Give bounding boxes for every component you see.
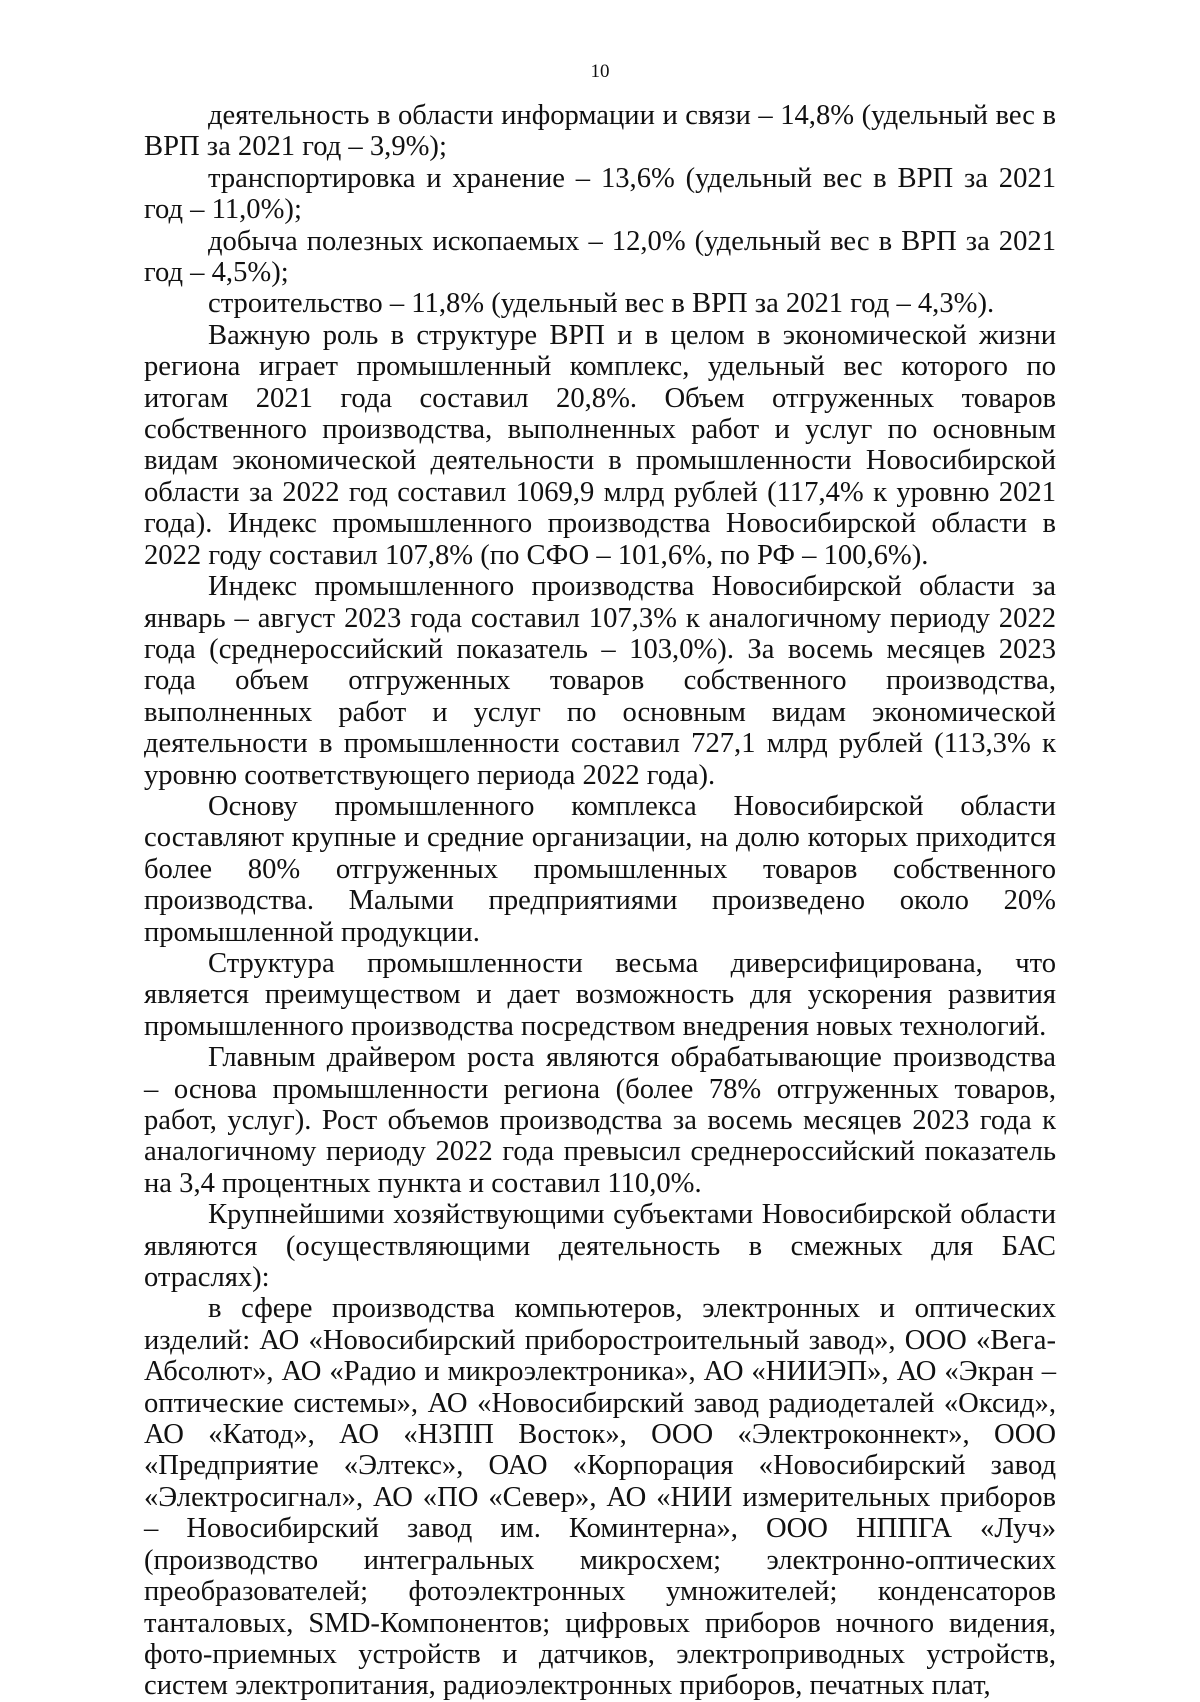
document-body: [144, 100, 1056, 1702]
paragraph-transport-storage: транспортировка и хранение – 13,6% (удельный вес в ВРП за 2021 год – 11,0%);: [144, 162, 1056, 226]
paragraph-industry-structure: Структура промышленности весьма диверсифицирована, что является преимуществом и дает возможность для ускорения развития промышленного производства посредством внедрения новых технологий.: [144, 947, 1056, 1042]
paragraph-industrial-index-2023: Индекс промышленного производства Новосибирской области за январь – август 2023 года составил 107,3% к аналогичному периоду 2022 года (среднероссийский показатель – 103,0%). За восемь месяцев 2023 года объем отгруженных товаров собственного производства, выполненных работ и услуг по основным видам экономической деятельности в промышленности составил 727,1 млрд рублей (113,3% к уровню соответствующего периода 2022 года).: [144, 571, 1056, 791]
page-number: 10: [590, 61, 610, 82]
paragraph-construction: строительство – 11,8% (удельный вес в ВРП за 2021 год – 4,3%).: [208, 288, 995, 320]
paragraph-electronics-sector: в сфере производства компьютеров, электронных и оптических изделий: АО «Новосибирский приборостроительный завод», ООО «Вега-Абсолют», АО «Радио и микроэлектроника», АО «НИИЭП», АО «Экран – оптические системы», АО «Новосибирский завод радиодеталей «Оксид», АО «Катод», АО «НЗПП Восток», ООО «Электроконнект», ООО «Предприятие «Элтекс», ОАО «Корпорация «Новосибирский завод «Электросигнал», АО «ПО «Север», АО «НИИ измерительных приборов – Новосибирский завод им. Коминтерна», ООО НППГА «Луч» (производство интегральных микросхем; электронно-оптических преобразователей; фотоэлектронных умножителей; конденсаторов танталовых, SMD-Компонентов; цифровых приборов ночного видения, фото-приемных устройств и датчиков, электроприводных устройств, систем электропитания, радиоэлектронных приборов, печатных плат,: [144, 1293, 1056, 1702]
paragraph-large-medium-organizations: Основу промышленного комплекса Новосибирской области составляют крупные и средние организации, на долю которых приходится более 80% отгруженных промышленных товаров собственного производства. Малыми предприятиями произведено около 20% промышленной продукции.: [144, 790, 1056, 948]
paragraph-industrial-complex: Важную роль в структуре ВРП и в целом в экономической жизни региона играет промышленный комплекс, удельный вес которого по итогам 2021 года составил 20,8%. Объем отгруженных товаров собственного производства, выполненных работ и услуг по основным видам экономической деятельности в промышленности Новосибирской области за 2022 год составил 1069,9 млрд рублей (117,4% к уровню 2021 года). Индекс промышленного производства Новосибирской области в 2022 году составил 107,8% (по СФО – 101,6%, по РФ – 100,6%).: [144, 319, 1056, 571]
paragraph-largest-entities: Крупнейшими хозяйствующими субъектами Новосибирской области являются (осуществляющими деятельность в смежных для БАС отраслях):: [144, 1199, 1056, 1294]
paragraph-info-communications: деятельность в области информации и связи – 14,8% (удельный вес в ВРП за 2021 год – 3,9%);: [144, 100, 1056, 163]
paragraph-mining: добыча полезных ископаемых – 12,0% (удельный вес в ВРП за 2021 год – 4,5%);: [144, 225, 1056, 289]
paragraph-growth-driver: Главным драйвером роста являются обрабатывающие производства – основа промышленности региона (более 78% отгруженных товаров, работ, услуг). Рост объемов производства за восемь месяцев 2023 года к аналогичному периоду 2022 года превысил среднероссийский показатель на 3,4 процентных пункта и составил 110,0%.: [144, 1042, 1056, 1199]
